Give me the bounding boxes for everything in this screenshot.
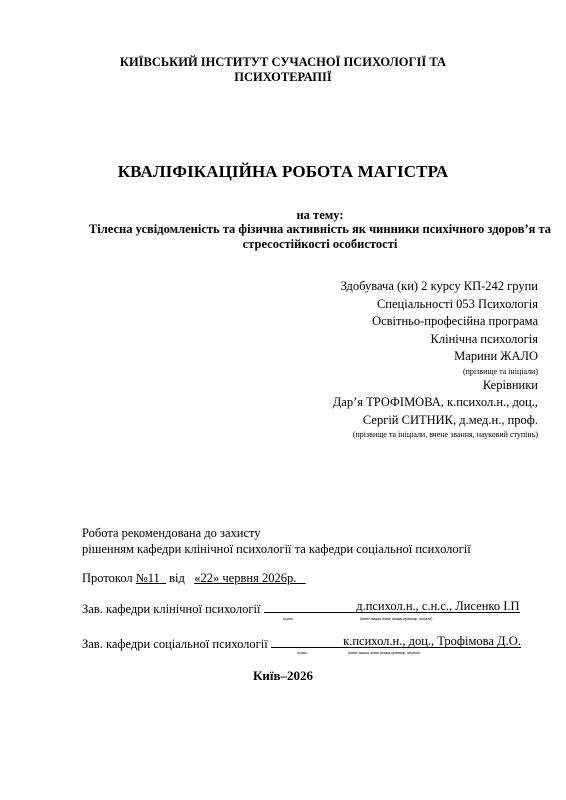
student-name: Марини ЖАЛО xyxy=(454,349,538,363)
recommendation-line-1: Робота рекомендована до захисту xyxy=(82,526,261,540)
institute-line-2: ПСИХОТЕРАПІЇ xyxy=(234,70,332,84)
protocol-prefix: Протокол xyxy=(82,571,136,585)
topic-label: на тему: xyxy=(296,208,344,222)
student-program: Клінічна психологія xyxy=(430,331,538,346)
head2-label: Зав. кафедри соціальної психології xyxy=(82,637,268,651)
protocol-from: від xyxy=(169,571,185,585)
supervisors-note: (прізвище та ініціали, вчене звання, науковий ступінь) xyxy=(352,430,538,439)
recommendation xyxy=(82,525,471,557)
head2-value: к.психол.н., доц., Трофімова Д.О. xyxy=(343,634,521,648)
institute-name xyxy=(0,55,566,85)
head1-note: (вчене звання, вчене звання,прізвище, ініціали) xyxy=(360,617,433,621)
head2-signature-line xyxy=(271,633,521,648)
head2-row xyxy=(82,633,521,652)
head1-label: Зав. кафедри клінічної психології xyxy=(82,602,261,616)
recommendation-line-2: рішенням кафедри клінічної психології та кафедри соціальної психології xyxy=(82,542,471,556)
supervisor-2: Сергій СИТНИК, д.мед.н., проф. xyxy=(362,412,538,427)
head1-value: д.психол.н., с.н.с., Лисенко І.П xyxy=(356,599,520,613)
protocol-number: №11 xyxy=(135,571,160,585)
student-info xyxy=(238,278,538,440)
head1-row xyxy=(82,598,520,617)
work-title: КВАЛІФІКАЦІЙНА РОБОТА МАГІСТРА xyxy=(117,162,449,181)
institute-line-1: КИЇВСЬКИЙ ІНСТИТУТ СУЧАСНОЇ ПСИХОЛОГІЇ ТА xyxy=(119,55,447,69)
topic-text: Тілесна усвідомленість та фізична активність як чинники психічного здоров’я та стресостійкості особистості xyxy=(88,222,552,251)
student-program-label: Освітньо-професійна програма xyxy=(372,314,538,328)
supervisor-1: Дар’я ТРОФІМОВА, к.психол.н., доц., xyxy=(332,395,538,409)
city-year: Київ–2026 xyxy=(252,668,314,683)
student-name-note: (прізвище та ініціали) xyxy=(462,366,538,376)
student-course: Здобувача (ки) 2 курсу КП-242 групи xyxy=(340,279,538,293)
head2-sign-label: підпис xyxy=(297,651,308,655)
student-specialty: Спеціальності 053 Психологія xyxy=(376,296,538,311)
head1-sign-label: підпис xyxy=(283,617,294,621)
protocol-date: «22» червня 2026р. xyxy=(194,571,297,585)
supervisors-label: Керівники xyxy=(482,377,538,392)
head2-note: (вчене звання, вчене звання,прізвище, ініціали) xyxy=(348,651,421,655)
head1-signature-line xyxy=(264,598,520,613)
protocol-line xyxy=(82,570,306,586)
